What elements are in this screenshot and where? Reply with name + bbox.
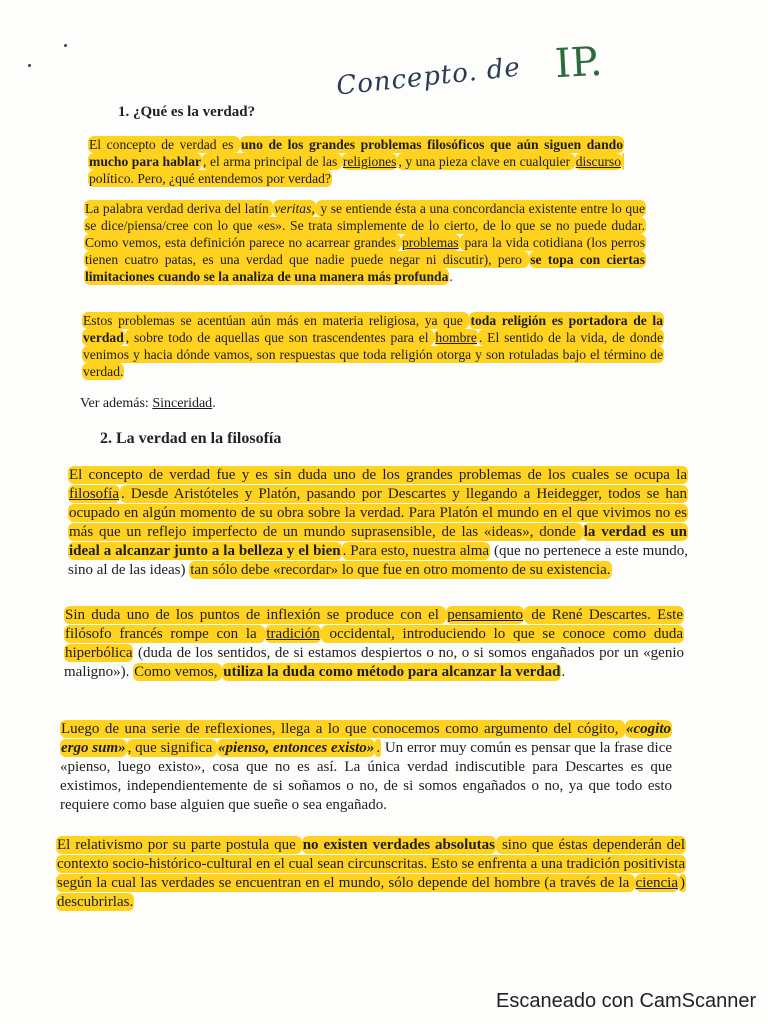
text-run: toda religión es portadora de la verdad — [83, 313, 663, 345]
handwritten-note: Concepto. de — [334, 52, 523, 102]
paragraph — [56, 836, 686, 912]
paragraph — [64, 606, 684, 682]
text-run: discurso — [575, 154, 621, 169]
paragraph — [60, 720, 672, 815]
text-run: , y una pieza clave en cualquier — [398, 154, 574, 169]
text-run: problemas — [401, 235, 459, 250]
paragraph — [82, 312, 664, 380]
text-run: se topa con ciertas limitaciones cuando se la analiza de una manera más profunda — [85, 252, 645, 284]
text-run: . — [376, 740, 381, 756]
text-run: El concepto de verdad es — [89, 137, 239, 152]
text-run: Un error muy común es pensar que la frase dice «pienso, luego existo», cosa que no es así. La única verdad indiscutible para Descartes es que existimos, independientemente de si soñamos o no, de si somos engañados o no, ya que todo esto requiere como base alguien que sueñe o sea engañado. — [60, 740, 673, 813]
text-run: . Desde Aristóteles y Platón, pasando por Descartes y llegando a Heidegger, todos se han ocupado en algún momento de su obra sobre la verdad. Para Platón el mundo en el que vivimos no es más que un reflejo imperfecto de un mundo suprasensible, de las «ideas», donde — [69, 486, 687, 540]
paragraph — [88, 136, 624, 187]
text-run: «cogito ergo sum» — [61, 721, 671, 756]
text-run: veritas, — [274, 201, 315, 216]
text-run: (que no pertenece a este mundo, sino al de las ideas) — [68, 543, 689, 578]
text-run: La palabra verdad deriva del latín — [85, 201, 273, 216]
text-run: El concepto de verdad fue y es sin duda uno de los grandes problemas de los cuales se ocupa la — [69, 467, 687, 483]
section-heading: 2. La verdad en la filosofía — [100, 430, 282, 447]
text-run: . El sentido de la vida, de donde venimos y hacia dónde vamos, son respuestas que toda religión otorga y son rotuladas bajo el término de verdad. — [83, 330, 663, 379]
text-run: utiliza la duda como método para alcanzar la verdad — [223, 664, 561, 680]
scan-speck — [64, 44, 67, 47]
text-run: Sin duda uno de los puntos de inflexión se produce con el — [65, 607, 446, 623]
text-run: ) descubrirlas. — [57, 875, 685, 910]
text-run: político. Pero, ¿qué entendemos por verdad? — [89, 171, 331, 186]
text-run: Estos problemas se acentúan aún más en materia religiosa, ya que — [83, 313, 469, 328]
text-run: filosofía — [69, 486, 119, 502]
text-run: . — [449, 269, 453, 284]
text-run: hombre — [435, 330, 477, 345]
text-run: ciencia — [635, 875, 678, 891]
text-run: «pienso, entonces existo» — [218, 740, 375, 756]
text-run: tradición — [266, 626, 320, 642]
text-run: (duda de los sentidos, de si estamos despiertos o no, o si somos engañados por un «genio maligno»). — [64, 645, 684, 680]
text-run: , el arma principal de las — [203, 154, 341, 169]
text-run: y se entiende ésta a una concordancia existente entre lo que se dice/piensa/cree con lo que «es». Se trata simplemente de lo cierto, de lo que se no puede dudar. Como vemos, esta definición parece no acarrear grandes — [85, 201, 645, 250]
text-run: sino que éstas dependerán del contexto socio-histórico-cultural en el cual sean circunscritas. Esto se enfrenta a una tradición positivista según la cual las verdades se encuentran en el mundo, sólo depende del hombre (a través de la — [57, 837, 686, 891]
text-run: . — [561, 664, 566, 680]
see-also-line — [80, 396, 216, 412]
text-run: pensamiento — [447, 607, 524, 623]
text-run: El relativismo por su parte postula que — [57, 837, 301, 853]
text-run: la verdad es un ideal a alcanzar junto a la belleza y el bien — [69, 524, 687, 559]
scan-speck — [28, 64, 31, 67]
text-run: de René Descartes. Este filósofo francés rompe con la — [65, 607, 683, 642]
text-run: Luego de una serie de reflexiones, llega a lo que conocemos como argumento del cógito, — [61, 721, 624, 737]
see-also-link[interactable]: Sinceridad — [152, 396, 213, 411]
text-run: Como vemos, — [134, 664, 222, 680]
text-run: occidental, introduciendo lo que se conoce como duda hiperbólica — [65, 626, 683, 661]
section-heading: 1. ¿Qué es la verdad? — [118, 104, 256, 120]
paragraph — [84, 200, 646, 285]
text-run: . Para esto, nuestra alma — [342, 543, 490, 559]
text-run: para la vida cotidiana (los perros tienen cuatro patas, es una verdad que nadie puede negar ni discutir), pero — [85, 235, 645, 267]
scanner-watermark: Escaneado con CamScanner — [496, 990, 757, 1012]
handwritten-initials: IP. — [553, 38, 604, 88]
see-also-label: Ver además: — [80, 396, 153, 411]
text-run: uno de los grandes problemas filosóficos que aún siguen dando mucho para hablar — [89, 137, 623, 169]
text-run: tan sólo debe «recordar» lo que fue en otro momento de su existencia. — [190, 562, 611, 578]
paragraph — [68, 466, 688, 580]
text-run: , sobre todo de aquellas que son trascendentes para el — [125, 330, 434, 345]
text-run: , que significa — [127, 740, 217, 756]
text-run: religiones — [342, 154, 397, 169]
text-run: no existen verdades absolutas — [302, 837, 496, 853]
see-also-end: . — [212, 396, 216, 411]
